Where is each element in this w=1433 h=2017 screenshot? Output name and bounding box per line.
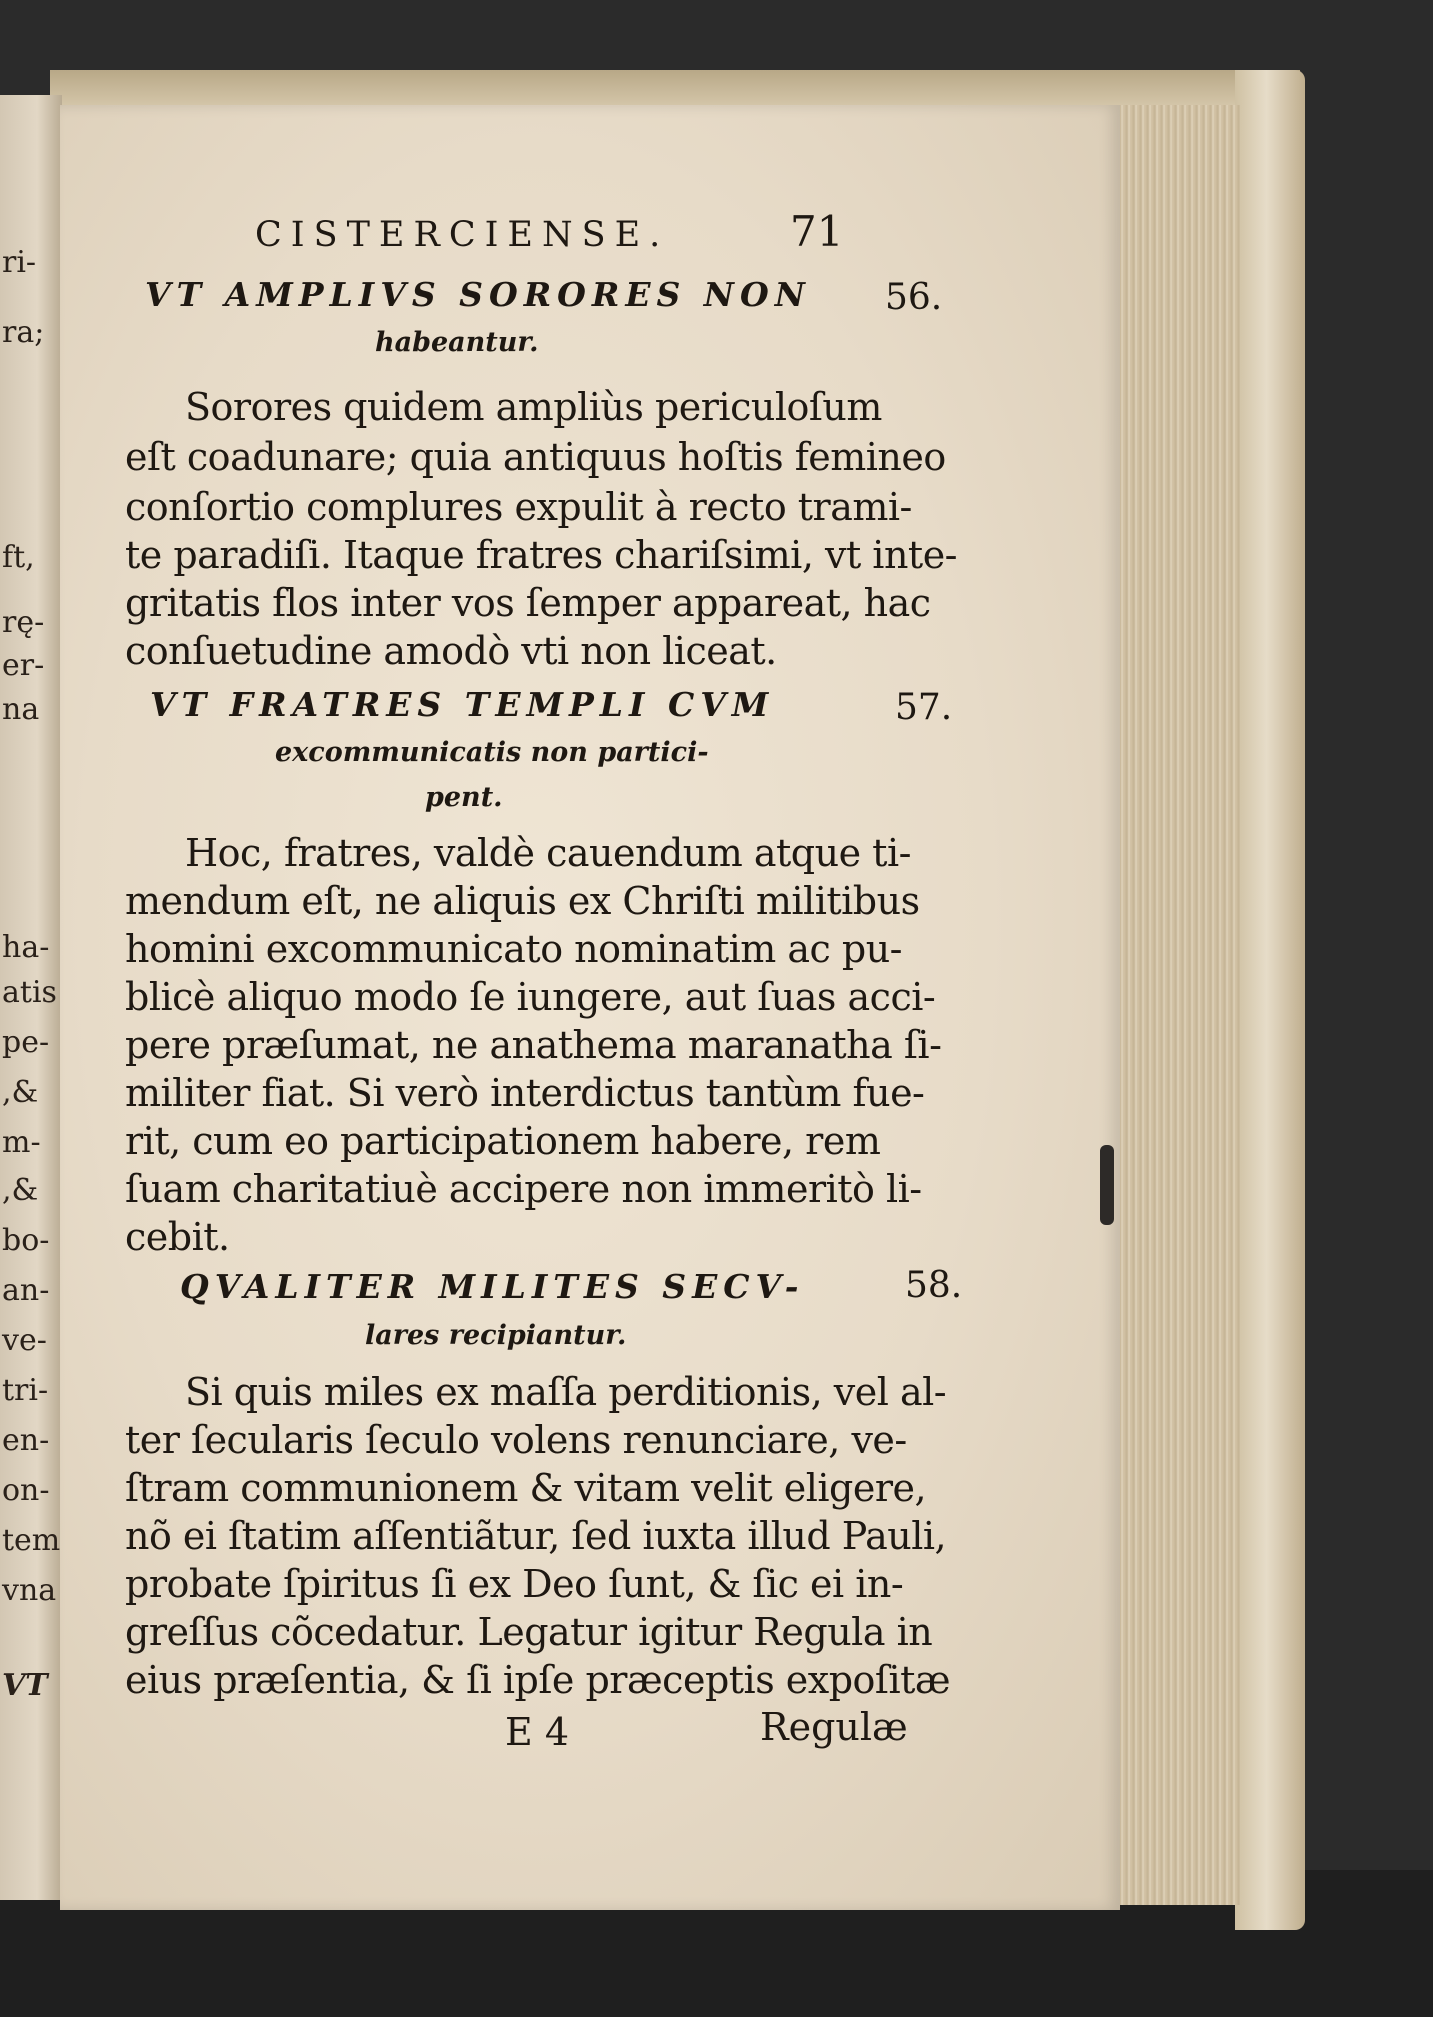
left-fragment: er- [2, 648, 45, 683]
section-heading: VT FRATRES TEMPLI CVM [150, 685, 775, 724]
left-fragment: tri- [2, 1373, 49, 1408]
book-cover-top [50, 70, 1300, 110]
section-heading: VT AMPLIVS SORORES NON [145, 275, 811, 314]
right-page [60, 105, 1120, 1910]
page-edges [1110, 105, 1240, 1905]
body-line: gritatis flos inter vos ſemper appareat, hac [125, 581, 931, 625]
left-fragment: atis [2, 975, 57, 1010]
signature-mark: E 4 [505, 1710, 569, 1754]
body-line: militer fiat. Si verò interdictus tantùm fue- [125, 1071, 925, 1115]
body-line: Si quis miles ex maſſa perditionis, vel al- [185, 1370, 947, 1414]
section-number: 58. [905, 1265, 963, 1306]
body-line: ter ſecularis ſeculo volens renunciare, ve- [125, 1418, 907, 1462]
left-fragment: ft, [2, 540, 35, 575]
section-number: 57. [895, 687, 953, 728]
body-line: ſuam charitatiuè accipere non immeritò li- [125, 1167, 922, 1211]
left-fragment: an- [2, 1273, 50, 1308]
left-fragment: bo- [2, 1223, 50, 1258]
left-fragment: m- [2, 1125, 41, 1160]
body-line: nõ ei ſtatim aſſentiãtur, ſed iuxta illud Pauli, [125, 1514, 947, 1558]
left-fragment: en- [2, 1423, 50, 1458]
left-page [0, 95, 62, 1900]
section-heading: pent. [425, 782, 503, 813]
body-line: cebit. [125, 1215, 230, 1259]
section-number: 56. [885, 277, 943, 318]
body-line: eſt coadunare; quia antiquus hoſtis femineo [125, 435, 946, 479]
page-tab-mark [1100, 1145, 1114, 1225]
left-fragment: ,& [2, 1173, 39, 1208]
section-heading: lares recipiantur. [365, 1320, 627, 1351]
left-fragment: vna [2, 1573, 57, 1608]
left-fragment: ,& [2, 1075, 39, 1110]
left-fragment: rę- [2, 605, 45, 640]
body-line: conſortio complures expulit à recto trami- [125, 485, 912, 529]
page-number: 71 [790, 207, 844, 256]
left-fragment: VT [2, 1668, 48, 1703]
body-line: probate ſpiritus ſi ex Deo ſunt, & ſic ei in- [125, 1562, 904, 1606]
left-fragment: ha- [2, 930, 50, 965]
section-heading: excommunicatis non partici- [275, 737, 709, 768]
body-line: blicè aliquo modo ſe iungere, aut ſuas acci- [125, 975, 936, 1019]
left-fragment: tem [2, 1523, 61, 1558]
left-fragment: na [2, 692, 40, 727]
body-line: homini excommunicato nominatim ac pu- [125, 927, 903, 971]
book-cover-right [1235, 70, 1305, 1930]
section-heading: QVALITER MILITES SECV- [180, 1267, 805, 1306]
left-fragment: ra; [2, 315, 45, 350]
left-fragment: on- [2, 1473, 50, 1508]
body-line: conſuetudine amodò vti non liceat. [125, 629, 777, 673]
left-fragment: ve- [2, 1323, 47, 1358]
body-line: Hoc, fratres, valdè cauendum atque ti- [185, 831, 911, 875]
body-line: te paradiſi. Itaque fratres chariſsimi, vt inte- [125, 533, 958, 577]
body-line: ſtram communionem & vitam velit eligere, [125, 1466, 927, 1510]
left-fragment: pe- [2, 1025, 50, 1060]
section-heading: habeantur. [375, 327, 539, 358]
body-line: rit, cum eo participationem habere, rem [125, 1119, 881, 1163]
body-line: eius præſentia, & ſi ipſe præceptis expoſitæ [125, 1658, 951, 1702]
page-text [60, 105, 1120, 1910]
body-line: mendum eſt, ne aliquis ex Chriſti militibus [125, 879, 920, 923]
catchword: Regulæ [760, 1705, 908, 1749]
left-fragment: ri- [2, 245, 37, 280]
running-head-title: CISTERCIENSE. [255, 215, 670, 255]
body-line: pere præſumat, ne anathema maranatha ſi- [125, 1023, 942, 1067]
body-line: greſſus cõcedatur. Legatur igitur Regula in [125, 1610, 933, 1654]
body-line: Sorores quidem ampliùs periculoſum [185, 385, 882, 429]
